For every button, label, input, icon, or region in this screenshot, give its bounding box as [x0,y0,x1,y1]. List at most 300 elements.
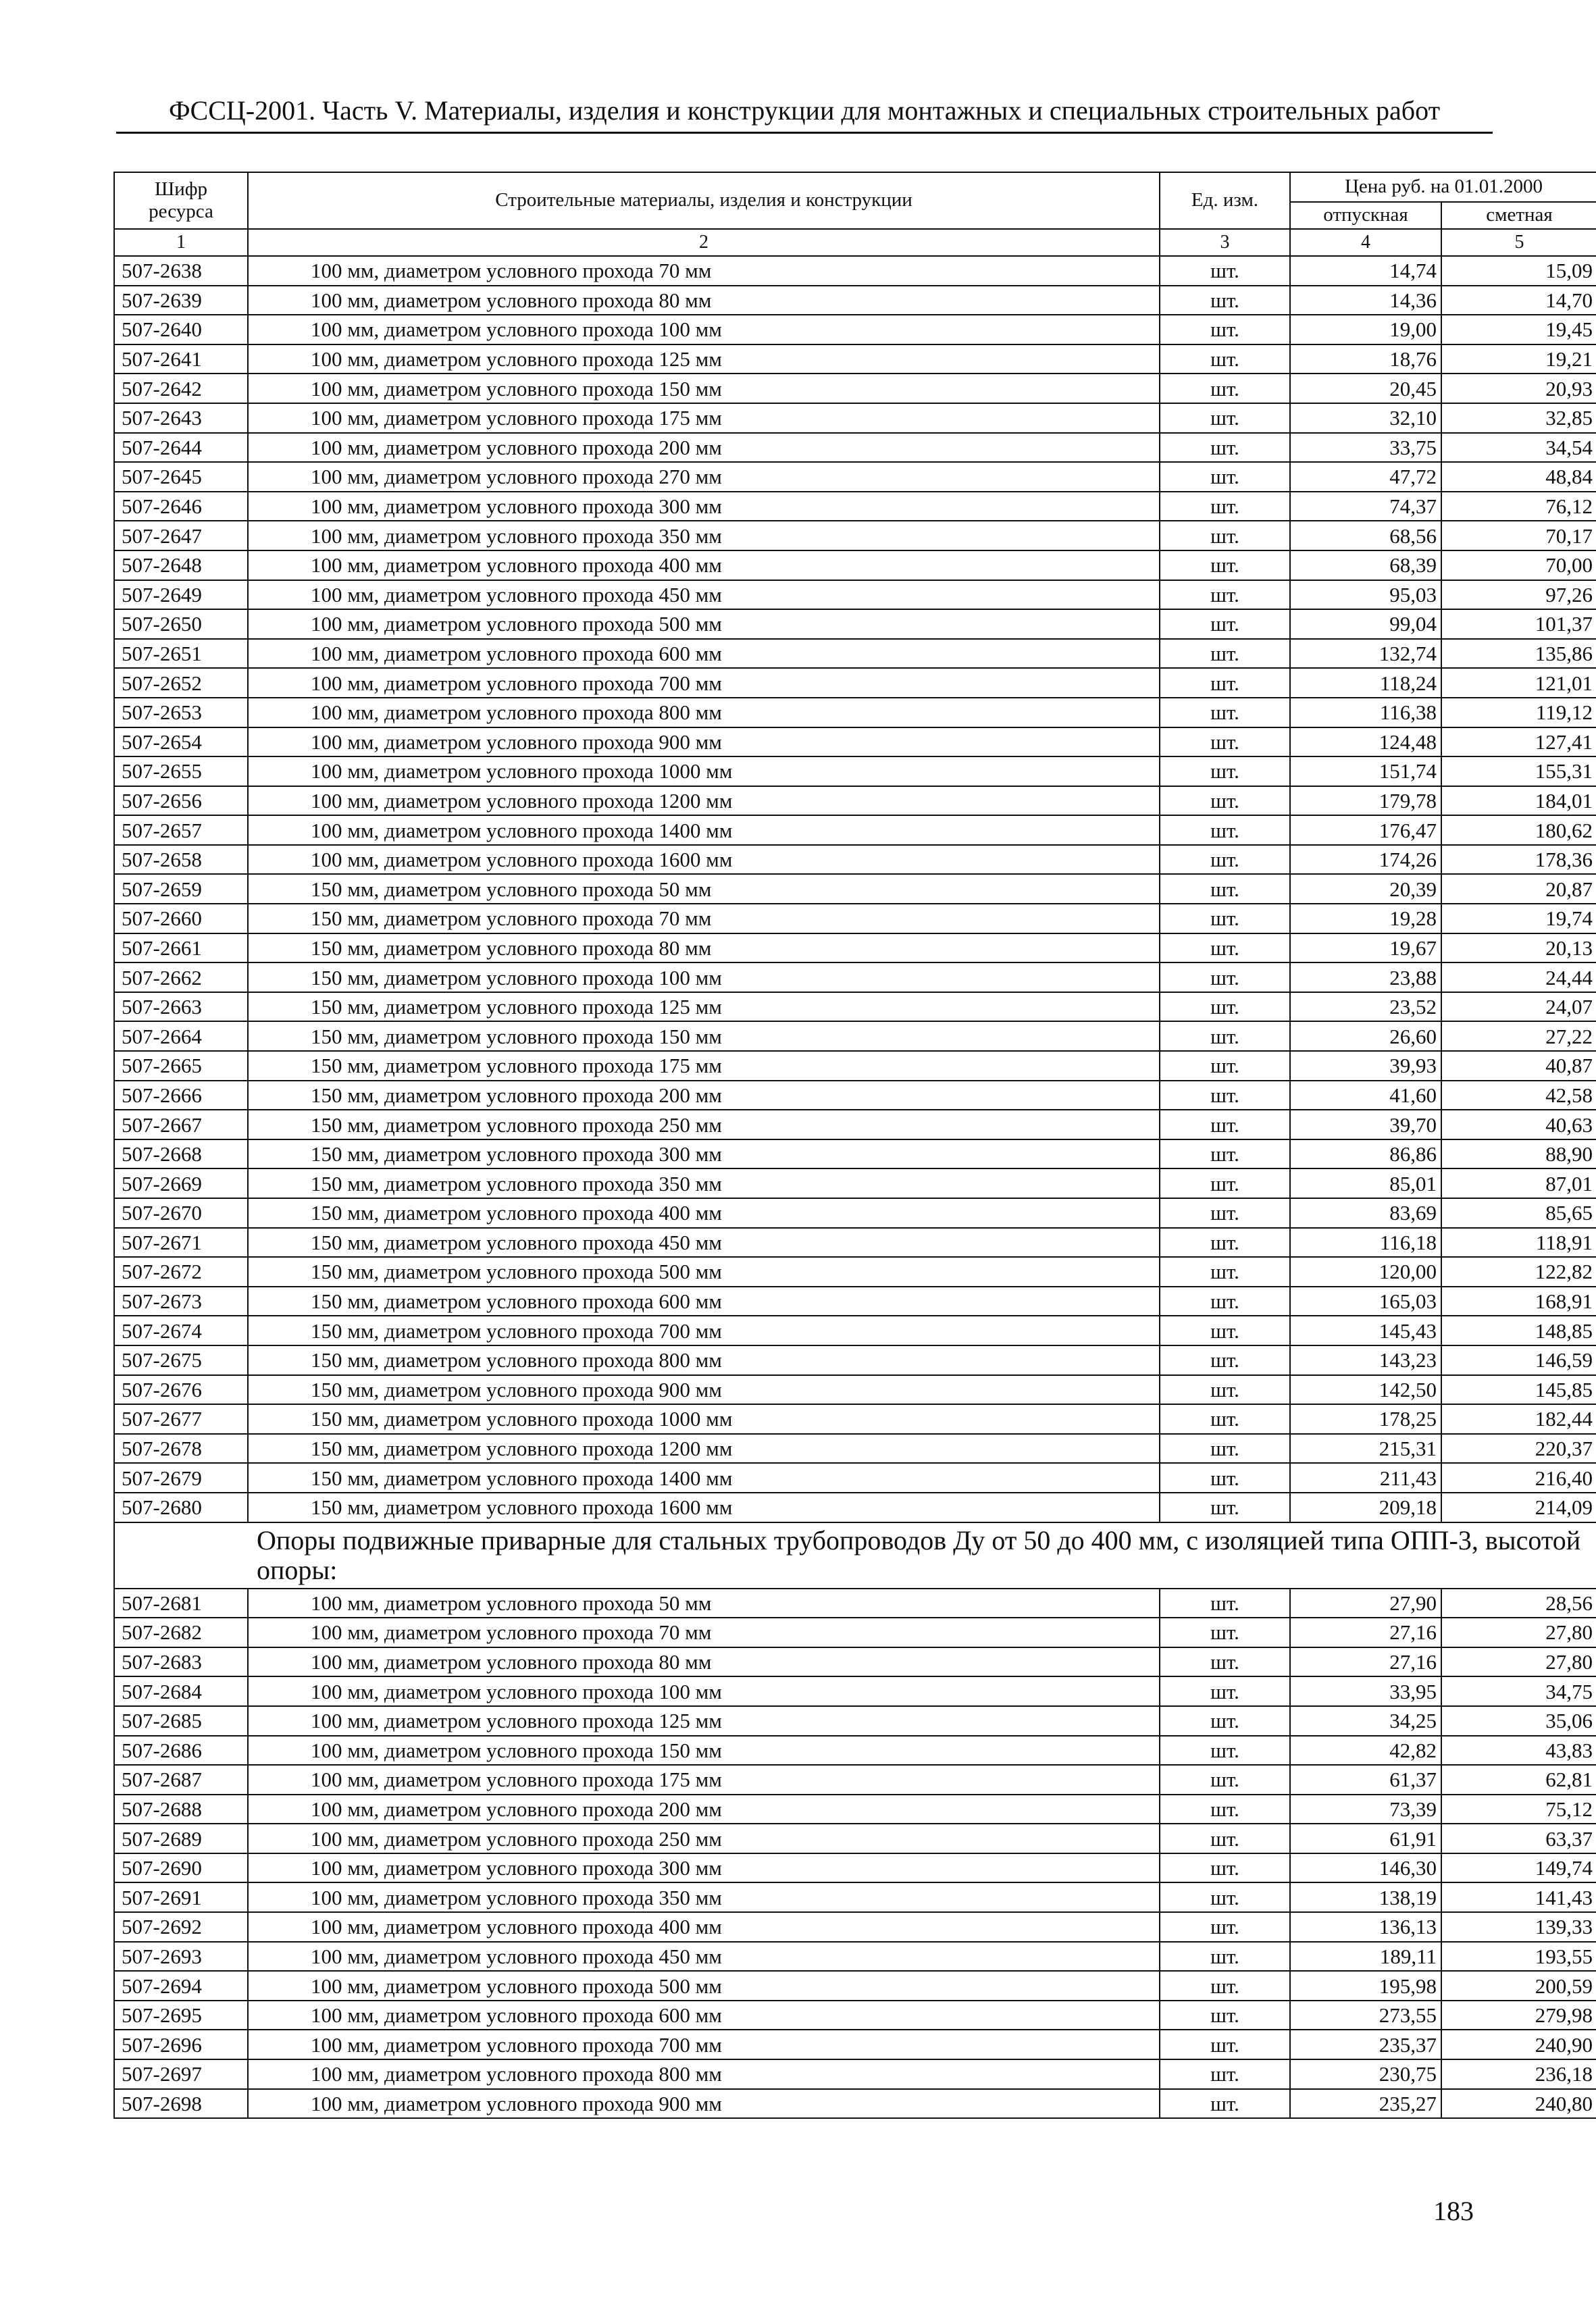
row-unit: шт. [1160,580,1290,610]
row-estimate-price: 27,22 [1441,1021,1596,1051]
row-release-price: 42,82 [1290,1736,1441,1766]
row-release-price: 85,01 [1290,1168,1441,1198]
row-release-price: 73,39 [1290,1795,1441,1824]
row-code: 507-2652 [114,668,248,698]
row-estimate-price: 24,07 [1441,992,1596,1022]
table-row [114,668,1596,698]
row-release-price: 151,74 [1290,756,1441,786]
row-estimate-price: 15,09 [1441,256,1596,286]
row-release-price: 27,16 [1290,1618,1441,1647]
row-unit: шт. [1160,1882,1290,1912]
row-code: 507-2688 [114,1795,248,1824]
row-estimate-price: 149,74 [1441,1853,1596,1883]
row-release-price: 68,56 [1290,521,1441,550]
row-name: 100 мм, диаметром условного прохода 1200 мм [248,786,1160,816]
table-row [114,2089,1596,2119]
row-name: 100 мм, диаметром условного прохода 600 мм [248,639,1160,669]
row-name: 100 мм, диаметром условного прохода 100 мм [248,315,1160,344]
row-unit: шт. [1160,1404,1290,1434]
row-unit: шт. [1160,904,1290,933]
row-unit: шт. [1160,1618,1290,1647]
row-release-price: 124,48 [1290,727,1441,757]
col-header-code: Шифр ресурса [114,172,248,229]
table-row [114,315,1596,344]
row-name: 100 мм, диаметром условного прохода 450 мм [248,1942,1160,1972]
row-name: 150 мм, диаметром условного прохода 450 мм [248,1228,1160,1258]
table-row [114,1824,1596,1853]
row-code: 507-2681 [114,1589,248,1618]
row-code: 507-2676 [114,1375,248,1405]
table-row [114,2001,1596,2030]
section-group [114,1522,1596,1589]
row-name: 100 мм, диаметром условного прохода 300 мм [248,1853,1160,1883]
table-row [114,1765,1596,1795]
row-code: 507-2670 [114,1198,248,1228]
row-name: 100 мм, диаметром условного прохода 1600 мм [248,845,1160,875]
row-estimate-price: 119,12 [1441,698,1596,727]
row-code: 507-2642 [114,374,248,403]
row-name: 100 мм, диаметром условного прохода 800 мм [248,2059,1160,2089]
row-estimate-price: 20,13 [1441,933,1596,963]
row-code: 507-2674 [114,1316,248,1345]
row-code: 507-2656 [114,786,248,816]
table-row [114,1375,1596,1405]
row-estimate-price: 34,54 [1441,433,1596,463]
row-code: 507-2651 [114,639,248,669]
table-row [114,1257,1596,1287]
row-release-price: 174,26 [1290,845,1441,875]
row-code: 507-2679 [114,1463,248,1493]
col-header-price: Цена руб. на 01.01.2000 [1290,172,1596,202]
table-row [114,1942,1596,1972]
row-estimate-price: 70,17 [1441,521,1596,550]
row-name: 100 мм, диаметром условного прохода 300 мм [248,492,1160,521]
row-name: 150 мм, диаметром условного прохода 175 мм [248,1051,1160,1081]
row-unit: шт. [1160,286,1290,315]
row-unit: шт. [1160,1493,1290,1522]
col-header-name: Строительные материалы, изделия и конструкции [248,172,1160,229]
row-unit: шт. [1160,1168,1290,1198]
row-unit: шт. [1160,1375,1290,1405]
row-unit: шт. [1160,992,1290,1022]
row-release-price: 165,03 [1290,1287,1441,1316]
row-name: 150 мм, диаметром условного прохода 400 мм [248,1198,1160,1228]
table-row [114,756,1596,786]
table-row [114,1463,1596,1493]
table-row [114,492,1596,521]
row-unit: шт. [1160,1021,1290,1051]
row-name: 150 мм, диаметром условного прохода 300 мм [248,1139,1160,1169]
row-release-price: 27,90 [1290,1589,1441,1618]
col-number-3: 3 [1160,229,1290,256]
row-name: 150 мм, диаметром условного прохода 900 мм [248,1375,1160,1405]
row-code: 507-2662 [114,962,248,992]
row-unit: шт. [1160,1316,1290,1345]
row-estimate-price: 127,41 [1441,727,1596,757]
row-name: 100 мм, диаметром условного прохода 270 мм [248,462,1160,492]
table-row [114,550,1596,580]
row-estimate-price: 27,80 [1441,1647,1596,1677]
row-estimate-price: 193,55 [1441,1942,1596,1972]
row-name: 100 мм, диаметром условного прохода 400 мм [248,1912,1160,1942]
row-code: 507-2658 [114,845,248,875]
table-row [114,874,1596,904]
header-rule [116,132,1493,134]
row-name: 100 мм, диаметром условного прохода 1000 мм [248,756,1160,786]
row-code: 507-2686 [114,1736,248,1766]
row-code: 507-2659 [114,874,248,904]
row-name: 100 мм, диаметром условного прохода 700 мм [248,668,1160,698]
row-name: 100 мм, диаметром условного прохода 70 мм [248,256,1160,286]
row-unit: шт. [1160,521,1290,550]
row-code: 507-2690 [114,1853,248,1883]
row-code: 507-2647 [114,521,248,550]
row-release-price: 116,18 [1290,1228,1441,1258]
row-name: 100 мм, диаметром условного прохода 150 мм [248,374,1160,403]
row-unit: шт. [1160,845,1290,875]
row-name: 150 мм, диаметром условного прохода 200 мм [248,1081,1160,1110]
row-unit: шт. [1160,756,1290,786]
row-code: 507-2654 [114,727,248,757]
row-name: 100 мм, диаметром условного прохода 70 мм [248,1618,1160,1647]
row-release-price: 19,67 [1290,933,1441,963]
row-code: 507-2669 [114,1168,248,1198]
row-name: 150 мм, диаметром условного прохода 1400 мм [248,1463,1160,1493]
table-row [114,1345,1596,1375]
row-code: 507-2691 [114,1882,248,1912]
row-unit: шт. [1160,550,1290,580]
table-row [114,1051,1596,1081]
row-name: 100 мм, диаметром условного прохода 175 мм [248,403,1160,433]
row-name: 150 мм, диаметром условного прохода 125 мм [248,992,1160,1022]
row-unit: шт. [1160,1912,1290,1942]
row-code: 507-2685 [114,1706,248,1736]
row-code: 507-2641 [114,344,248,374]
table-row [114,1706,1596,1736]
table-row [114,256,1596,286]
row-unit: шт. [1160,1824,1290,1853]
row-unit: шт. [1160,403,1290,433]
row-unit: шт. [1160,1257,1290,1287]
row-code: 507-2697 [114,2059,248,2089]
row-release-price: 215,31 [1290,1434,1441,1464]
row-unit: шт. [1160,1051,1290,1081]
row-estimate-price: 28,56 [1441,1589,1596,1618]
table-row [114,992,1596,1022]
table-row [114,1618,1596,1647]
row-release-price: 143,23 [1290,1345,1441,1375]
row-release-price: 23,52 [1290,992,1441,1022]
row-unit: шт. [1160,1795,1290,1824]
table-row [114,1287,1596,1316]
row-release-price: 145,43 [1290,1316,1441,1345]
row-estimate-price: 141,43 [1441,1882,1596,1912]
row-release-price: 19,28 [1290,904,1441,933]
table-row [114,933,1596,963]
row-estimate-price: 214,09 [1441,1493,1596,1522]
row-release-price: 209,18 [1290,1493,1441,1522]
row-release-price: 34,25 [1290,1706,1441,1736]
row-release-price: 39,93 [1290,1051,1441,1081]
row-release-price: 235,27 [1290,2089,1441,2119]
row-release-price: 41,60 [1290,1081,1441,1110]
table-row [114,962,1596,992]
row-estimate-price: 139,33 [1441,1912,1596,1942]
row-estimate-price: 14,70 [1441,286,1596,315]
row-unit: шт. [1160,727,1290,757]
row-release-price: 39,70 [1290,1110,1441,1139]
row-code: 507-2640 [114,315,248,344]
running-title: ФССЦ-2001. Часть V. Материалы, изделия и конструкции для монтажных и специальных строительных работ [168,95,1441,126]
row-unit: шт. [1160,1706,1290,1736]
row-code: 507-2650 [114,609,248,639]
table-row [114,286,1596,315]
table-row [114,845,1596,875]
row-unit: шт. [1160,2001,1290,2030]
row-release-price: 189,11 [1290,1942,1441,1972]
row-estimate-price: 279,98 [1441,2001,1596,2030]
table-row [114,1168,1596,1198]
row-release-price: 142,50 [1290,1375,1441,1405]
row-code: 507-2693 [114,1942,248,1972]
row-name: 100 мм, диаметром условного прохода 1400 мм [248,815,1160,845]
row-unit: шт. [1160,2059,1290,2089]
row-code: 507-2696 [114,2030,248,2059]
table-body-a [114,256,1596,1522]
row-unit: шт. [1160,1853,1290,1883]
row-name: 100 мм, диаметром условного прохода 200 мм [248,433,1160,463]
row-code: 507-2664 [114,1021,248,1051]
row-release-price: 230,75 [1290,2059,1441,2089]
table-row [114,433,1596,463]
row-estimate-price: 42,58 [1441,1081,1596,1110]
row-code: 507-2684 [114,1676,248,1706]
table-row [114,1316,1596,1345]
row-release-price: 74,37 [1290,492,1441,521]
row-release-price: 14,36 [1290,286,1441,315]
row-release-price: 116,38 [1290,698,1441,727]
row-estimate-price: 182,44 [1441,1404,1596,1434]
row-unit: шт. [1160,639,1290,669]
row-name: 150 мм, диаметром условного прохода 250 мм [248,1110,1160,1139]
row-name: 100 мм, диаметром условного прохода 250 мм [248,1824,1160,1853]
row-unit: шт. [1160,1736,1290,1766]
row-code: 507-2666 [114,1081,248,1110]
row-estimate-price: 19,21 [1441,344,1596,374]
row-release-price: 120,00 [1290,1257,1441,1287]
row-unit: шт. [1160,1463,1290,1493]
row-unit: шт. [1160,874,1290,904]
row-name: 150 мм, диаметром условного прохода 1200 мм [248,1434,1160,1464]
row-code: 507-2687 [114,1765,248,1795]
row-code: 507-2645 [114,462,248,492]
col-number-1: 1 [114,229,248,256]
row-name: 150 мм, диаметром условного прохода 600 мм [248,1287,1160,1316]
row-unit: шт. [1160,1676,1290,1706]
row-estimate-price: 184,01 [1441,786,1596,816]
row-estimate-price: 19,45 [1441,315,1596,344]
row-release-price: 95,03 [1290,580,1441,610]
row-release-price: 83,69 [1290,1198,1441,1228]
row-name: 100 мм, диаметром условного прохода 700 мм [248,2030,1160,2059]
row-name: 100 мм, диаметром условного прохода 500 мм [248,609,1160,639]
col-header-release: отпускная [1290,202,1441,229]
row-release-price: 178,25 [1290,1404,1441,1434]
row-name: 100 мм, диаметром условного прохода 800 мм [248,698,1160,727]
row-estimate-price: 135,86 [1441,639,1596,669]
row-release-price: 179,78 [1290,786,1441,816]
table-row [114,609,1596,639]
table-row [114,1795,1596,1824]
row-release-price: 136,13 [1290,1912,1441,1942]
row-code: 507-2692 [114,1912,248,1942]
row-estimate-price: 121,01 [1441,668,1596,698]
row-name: 100 мм, диаметром условного прохода 500 мм [248,1971,1160,2001]
page-number: 183 [1433,2196,1474,2226]
row-estimate-price: 240,90 [1441,2030,1596,2059]
row-estimate-price: 101,37 [1441,609,1596,639]
row-unit: шт. [1160,2030,1290,2059]
row-name: 100 мм, диаметром условного прохода 50 мм [248,1589,1160,1618]
row-unit: шт. [1160,1198,1290,1228]
row-code: 507-2671 [114,1228,248,1258]
row-code: 507-2675 [114,1345,248,1375]
row-name: 150 мм, диаметром условного прохода 350 мм [248,1168,1160,1198]
row-unit: шт. [1160,374,1290,403]
row-code: 507-2648 [114,550,248,580]
row-code: 507-2683 [114,1647,248,1677]
row-code: 507-2677 [114,1404,248,1434]
table-row [114,1589,1596,1618]
row-release-price: 86,86 [1290,1139,1441,1169]
row-name: 150 мм, диаметром условного прохода 1600 мм [248,1493,1160,1522]
table-row [114,344,1596,374]
row-name: 100 мм, диаметром условного прохода 150 мм [248,1736,1160,1766]
row-unit: шт. [1160,462,1290,492]
row-unit: шт. [1160,1287,1290,1316]
table-row [114,1139,1596,1169]
row-code: 507-2661 [114,933,248,963]
row-name: 100 мм, диаметром условного прохода 125 мм [248,1706,1160,1736]
table-row [114,1110,1596,1139]
row-name: 100 мм, диаметром условного прохода 80 мм [248,1647,1160,1677]
row-name: 100 мм, диаметром условного прохода 125 мм [248,344,1160,374]
row-code: 507-2644 [114,433,248,463]
row-release-price: 132,74 [1290,639,1441,669]
section-row [114,1522,1596,1589]
row-estimate-price: 85,65 [1441,1198,1596,1228]
table-row [114,1676,1596,1706]
row-name: 150 мм, диаметром условного прохода 100 мм [248,962,1160,992]
row-code: 507-2653 [114,698,248,727]
row-estimate-price: 216,40 [1441,1463,1596,1493]
row-estimate-price: 34,75 [1441,1676,1596,1706]
row-code: 507-2668 [114,1139,248,1169]
table-row [114,1021,1596,1051]
row-code: 507-2680 [114,1493,248,1522]
row-unit: шт. [1160,315,1290,344]
row-release-price: 176,47 [1290,815,1441,845]
table-row [114,1198,1596,1228]
row-estimate-price: 168,91 [1441,1287,1596,1316]
row-unit: шт. [1160,815,1290,845]
table-row [114,1493,1596,1522]
table-row [114,904,1596,933]
row-unit: шт. [1160,698,1290,727]
row-release-price: 68,39 [1290,550,1441,580]
row-unit: шт. [1160,962,1290,992]
table-row [114,1853,1596,1883]
table-row [114,2059,1596,2089]
row-name: 100 мм, диаметром условного прохода 900 мм [248,2089,1160,2119]
row-estimate-price: 200,59 [1441,1971,1596,2001]
row-estimate-price: 43,83 [1441,1736,1596,1766]
row-estimate-price: 236,18 [1441,2059,1596,2089]
row-name: 100 мм, диаметром условного прохода 350 мм [248,1882,1160,1912]
col-header-unit: Ед. изм. [1160,172,1290,229]
row-release-price: 61,91 [1290,1824,1441,1853]
row-name: 100 мм, диаметром условного прохода 80 мм [248,286,1160,315]
row-unit: шт. [1160,1345,1290,1375]
row-name: 150 мм, диаметром условного прохода 150 мм [248,1021,1160,1051]
row-name: 150 мм, диаметром условного прохода 500 мм [248,1257,1160,1287]
row-release-price: 211,43 [1290,1463,1441,1493]
row-estimate-price: 178,36 [1441,845,1596,875]
row-estimate-price: 40,63 [1441,1110,1596,1139]
row-code: 507-2678 [114,1434,248,1464]
row-estimate-price: 40,87 [1441,1051,1596,1081]
row-name: 100 мм, диаметром условного прохода 175 мм [248,1765,1160,1795]
table-row [114,1081,1596,1110]
row-unit: шт. [1160,1228,1290,1258]
row-unit: шт. [1160,1589,1290,1618]
row-unit: шт. [1160,786,1290,816]
row-unit: шт. [1160,1139,1290,1169]
table-row [114,1736,1596,1766]
row-estimate-price: 122,82 [1441,1257,1596,1287]
row-code: 507-2643 [114,403,248,433]
row-name: 100 мм, диаметром условного прохода 450 мм [248,580,1160,610]
row-release-price: 33,95 [1290,1676,1441,1706]
row-estimate-price: 20,87 [1441,874,1596,904]
row-estimate-price: 62,81 [1441,1765,1596,1795]
row-release-price: 20,39 [1290,874,1441,904]
table-row [114,374,1596,403]
row-name: 150 мм, диаметром условного прохода 800 мм [248,1345,1160,1375]
table-row [114,521,1596,550]
row-unit: шт. [1160,609,1290,639]
row-code: 507-2649 [114,580,248,610]
row-estimate-price: 88,90 [1441,1139,1596,1169]
row-release-price: 32,10 [1290,403,1441,433]
row-release-price: 146,30 [1290,1853,1441,1883]
price-table [113,172,1596,2119]
row-unit: шт. [1160,492,1290,521]
table-row [114,727,1596,757]
row-unit: шт. [1160,256,1290,286]
row-unit: шт. [1160,433,1290,463]
row-estimate-price: 20,93 [1441,374,1596,403]
row-code: 507-2695 [114,2001,248,2030]
table-row [114,1647,1596,1677]
row-estimate-price: 63,37 [1441,1824,1596,1853]
row-unit: шт. [1160,2089,1290,2119]
row-code: 507-2682 [114,1618,248,1647]
row-release-price: 61,37 [1290,1765,1441,1795]
table-row [114,786,1596,816]
row-release-price: 47,72 [1290,462,1441,492]
row-name: 150 мм, диаметром условного прохода 50 мм [248,874,1160,904]
